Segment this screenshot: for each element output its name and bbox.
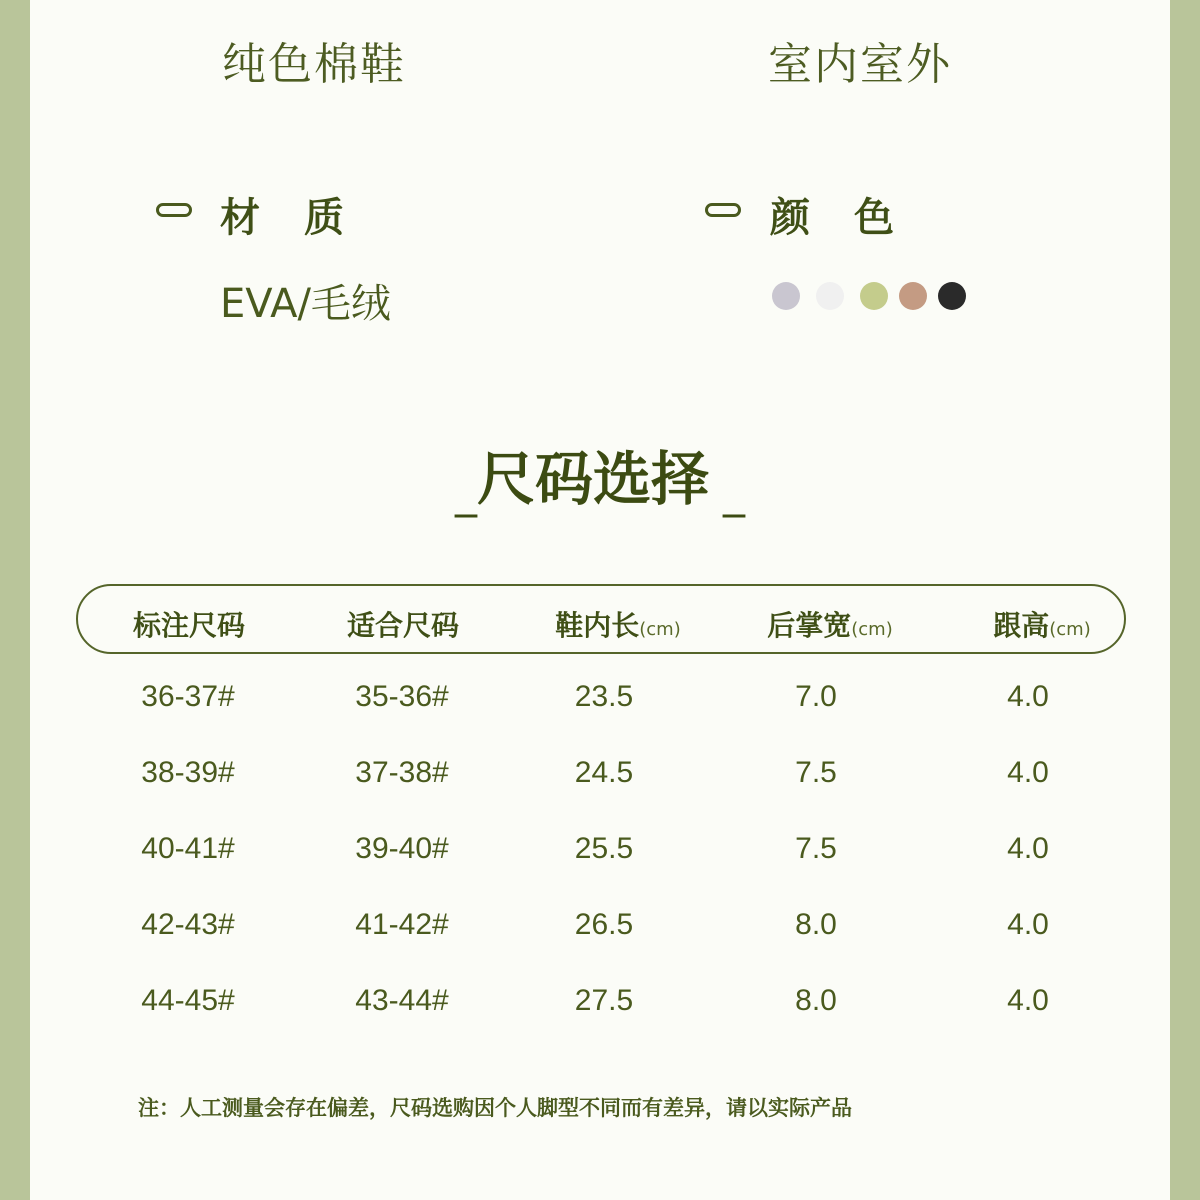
header-label: 适合尺码 [346,609,460,642]
table-cell: 38-39# [141,756,235,789]
table-cell: 42-43# [141,908,235,941]
header-label: 鞋内长 [555,609,640,642]
color-swatch[interactable] [938,282,966,310]
size-note: 注：人工测量会存在偏差，尺码选购因个人脚型不同而有差异，请以实际产品 [138,1096,852,1120]
table-cell: 39-40# [355,832,449,865]
table-cell: 25.5 [574,832,634,865]
header-unit: (cm) [851,619,893,640]
header-unit: (cm) [1049,619,1091,640]
size-table-header [76,584,1126,654]
table-row [30,832,1170,872]
table-cell: 7.5 [795,832,837,865]
table-cell: 4.0 [1007,984,1049,1017]
title-decoration: _ [454,467,477,518]
header-cell [767,604,893,644]
header-cell [555,604,681,644]
size-chart-title-text: 尺码选择 [476,445,709,513]
table-cell: 43-44# [355,984,449,1017]
color-swatch[interactable] [816,282,844,310]
header-cell [993,604,1091,644]
table-cell: 4.0 [1007,832,1049,865]
table-cell: 8.0 [795,908,837,941]
table-cell: 44-45# [141,984,235,1017]
table-row [30,984,1170,1024]
table-cell: 4.0 [1007,908,1049,941]
header-cell [133,604,245,644]
table-row [30,908,1170,948]
header-unit: (cm) [639,619,681,640]
table-cell: 7.5 [795,756,837,789]
color-title: 颜 色 [770,195,896,241]
header-label: 跟高 [993,609,1050,642]
pill-icon [156,203,192,217]
table-cell: 37-38# [355,756,449,789]
material-title: 材 质 [220,195,346,241]
color-swatch[interactable] [899,282,927,310]
table-row [30,756,1170,796]
title-decoration: _ [709,467,745,518]
table-cell: 4.0 [1007,756,1049,789]
table-cell: 26.5 [574,908,634,941]
table-cell: 23.5 [574,680,634,713]
header-cell [347,604,459,644]
product-detail-panel [30,0,1170,1200]
pill-icon [705,203,741,217]
table-cell: 35-36# [355,680,449,713]
table-cell: 8.0 [795,984,837,1017]
header-label: 标注尺码 [132,609,246,642]
size-chart-title [30,432,1170,518]
table-cell: 7.0 [795,680,837,713]
color-swatch[interactable] [772,282,800,310]
table-cell: 4.0 [1007,680,1049,713]
table-cell: 24.5 [574,756,634,789]
color-swatch[interactable] [860,282,888,310]
table-cell: 40-41# [141,832,235,865]
material-value: EVA/毛绒 [220,281,391,327]
table-cell: 36-37# [141,680,235,713]
table-cell: 41-42# [355,908,449,941]
usage-label: 室内室外 [768,39,952,90]
style-label: 纯色棉鞋 [222,39,406,90]
table-cell: 27.5 [574,984,634,1017]
header-label: 后掌宽 [767,609,852,642]
table-row [30,680,1170,720]
